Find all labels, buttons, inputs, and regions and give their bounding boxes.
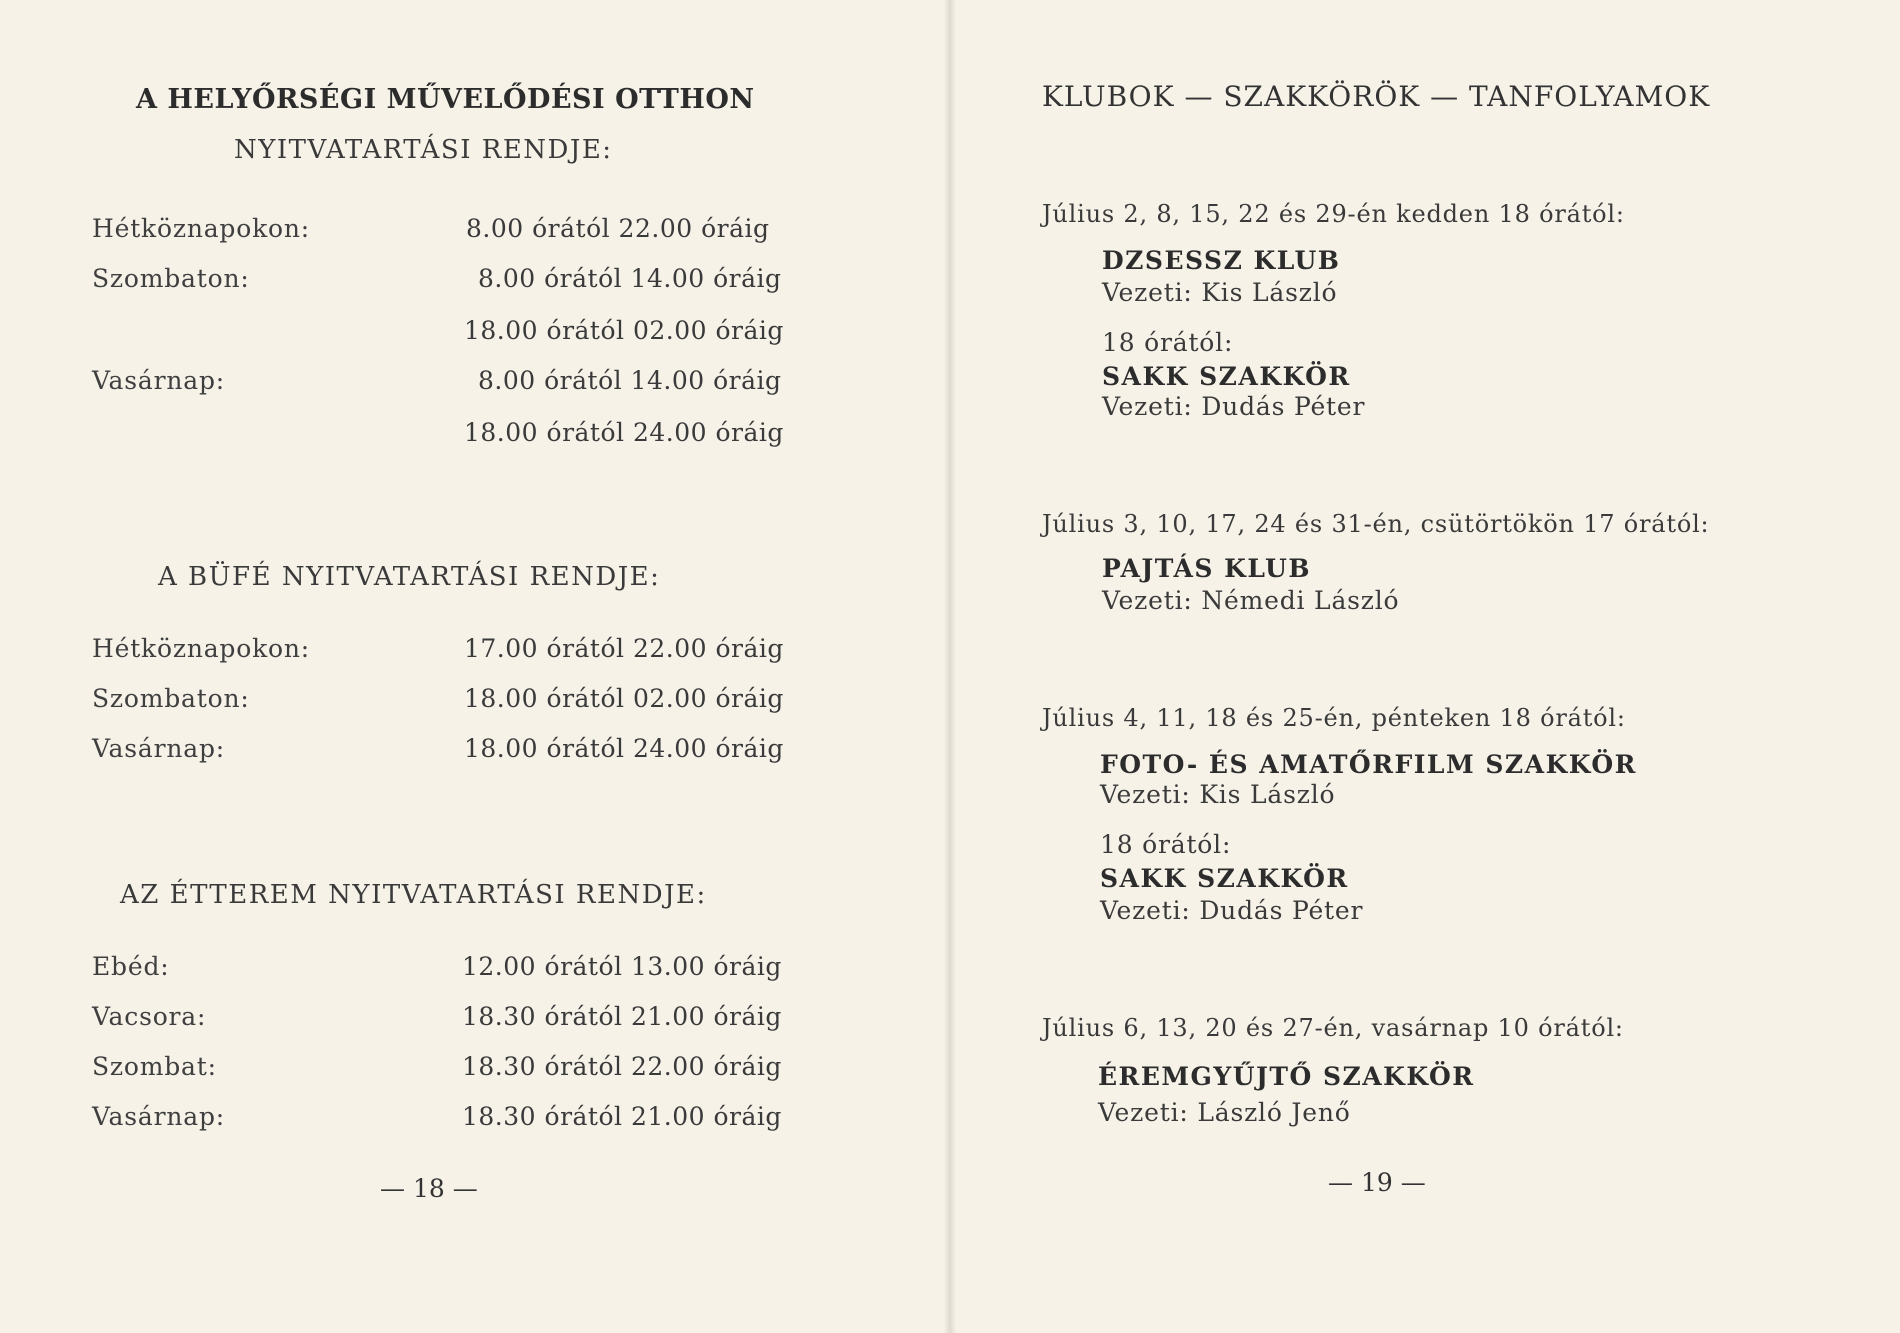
club-name: SAKK SZAKKÖR bbox=[1100, 864, 1349, 893]
etterem-row-label: Ebéd: bbox=[92, 952, 170, 981]
club-name: PAJTÁS KLUB bbox=[1102, 554, 1311, 583]
opening-row-time: 8.00 órától 22.00 óráig bbox=[466, 214, 770, 243]
opening-row-time: 18.00 órától 02.00 óráig bbox=[464, 316, 784, 345]
bufe-row-time: 17.00 órától 22.00 óráig bbox=[464, 634, 784, 663]
opening-hours-subtitle: NYITVATARTÁSI RENDJE: bbox=[234, 135, 613, 165]
etterem-row-label: Szombat: bbox=[92, 1052, 217, 1081]
club-name: ÉREMGYŰJTŐ SZAKKÖR bbox=[1098, 1062, 1475, 1091]
opening-row-time: 8.00 órától 14.00 óráig bbox=[478, 366, 782, 395]
club-name: FOTO- ÉS AMATŐRFILM SZAKKÖR bbox=[1100, 750, 1637, 779]
page-title: A HELYŐRSÉGI MŰVELŐDÉSI OTTHON bbox=[136, 84, 755, 115]
club-schedule: Július 2, 8, 15, 22 és 29-én kedden 18 órától: bbox=[1042, 200, 1625, 228]
club-schedule: Július 3, 10, 17, 24 és 31-én, csütörtökön 17 órától: bbox=[1042, 510, 1710, 538]
page-header: KLUBOK — SZAKKÖRÖK — TANFOLYAMOK bbox=[1042, 80, 1711, 113]
etterem-row-time: 18.30 órától 21.00 óráig bbox=[462, 1102, 782, 1131]
etterem-row-label: Vasárnap: bbox=[92, 1102, 225, 1131]
etterem-row-time: 12.00 órától 13.00 óráig bbox=[462, 952, 782, 981]
bufe-row-label: Hétköznapokon: bbox=[92, 634, 310, 663]
bufe-title: A BÜFÉ NYITVATARTÁSI RENDJE: bbox=[158, 562, 661, 592]
club-schedule: Július 4, 11, 18 és 25-én, pénteken 18 órától: bbox=[1042, 704, 1626, 732]
club-sub-time: 18 órától: bbox=[1102, 328, 1234, 357]
page-number: — 19 — bbox=[1328, 1168, 1426, 1197]
opening-row-label: Hétköznapokon: bbox=[92, 214, 310, 243]
right-page bbox=[950, 0, 1900, 1333]
club-leader: Vezeti: Dudás Péter bbox=[1102, 392, 1366, 421]
club-name: DZSESSZ KLUB bbox=[1102, 246, 1341, 275]
club-leader: Vezeti: Némedi László bbox=[1102, 586, 1400, 615]
opening-row-label: Vasárnap: bbox=[92, 366, 225, 395]
etterem-row-time: 18.30 órától 21.00 óráig bbox=[462, 1002, 782, 1031]
bufe-row-time: 18.00 órától 24.00 óráig bbox=[464, 734, 784, 763]
club-schedule: Július 6, 13, 20 és 27-én, vasárnap 10 órától: bbox=[1042, 1014, 1624, 1042]
bufe-row-label: Vasárnap: bbox=[92, 734, 225, 763]
bufe-row-time: 18.00 órától 02.00 óráig bbox=[464, 684, 784, 713]
page-number: — 18 — bbox=[380, 1174, 478, 1203]
etterem-title: AZ ÉTTEREM NYITVATARTÁSI RENDJE: bbox=[120, 880, 707, 910]
club-sub-time: 18 órától: bbox=[1100, 830, 1232, 859]
opening-row-time: 8.00 órától 14.00 óráig bbox=[478, 264, 782, 293]
etterem-row-time: 18.30 órától 22.00 óráig bbox=[462, 1052, 782, 1081]
opening-row-label: Szombaton: bbox=[92, 264, 250, 293]
club-leader: Vezeti: Dudás Péter bbox=[1100, 896, 1364, 925]
bufe-row-label: Szombaton: bbox=[92, 684, 250, 713]
club-name: SAKK SZAKKÖR bbox=[1102, 362, 1351, 391]
etterem-row-label: Vacsora: bbox=[92, 1002, 207, 1031]
club-leader: Vezeti: Kis László bbox=[1100, 780, 1336, 809]
opening-row-time: 18.00 órától 24.00 óráig bbox=[464, 418, 784, 447]
club-leader: Vezeti: László Jenő bbox=[1098, 1098, 1351, 1127]
club-leader: Vezeti: Kis László bbox=[1102, 278, 1338, 307]
